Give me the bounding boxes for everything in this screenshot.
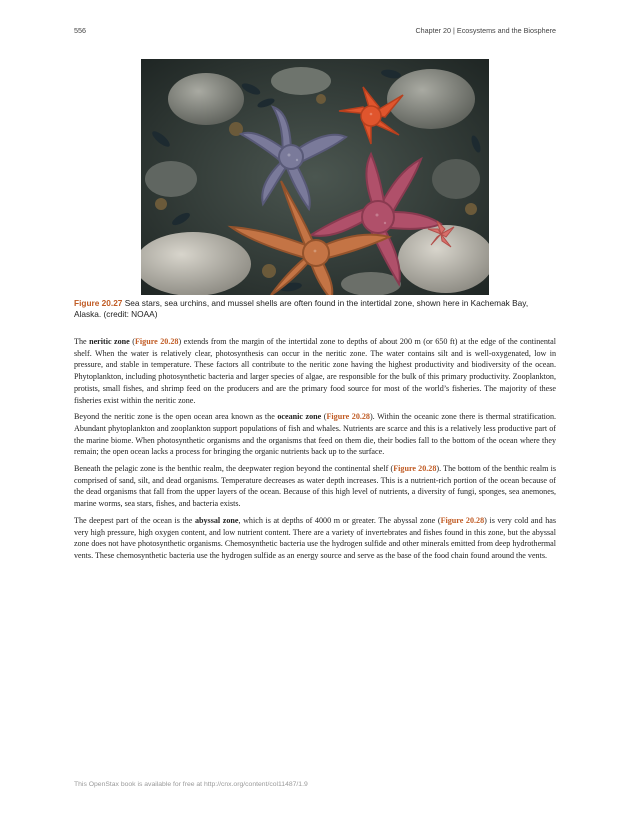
body-text — [74, 336, 556, 567]
photo-illustration — [141, 59, 489, 295]
text-run: Beyond the neritic zone is the open ocean area known as the — [74, 412, 278, 422]
text-run: ) extends from the margin of the intertidal zone to depths of about 200 m (or 650 ft) at the edge of the continental shelf. When the water is relatively clear, photosynthesis can occur in the neritic zone. The water contains silt and is well-oxygenated, low in pressure, and stable in temperature. These factors all contribute to the neritic zone having the highest productivity and biodiversity of the ocean. Phytoplankton, including photosynthetic bacteria and larger species of algae, are responsible for the bulk of this primary productivity. Zooplankton, protists, small fishes, and shrimp feed on the producers and are the primary food source for most of the world’s fisheries. The majority of these fisheries exist within the neritic zone. — [74, 337, 557, 405]
paragraph-neritic-zone — [74, 336, 556, 406]
text-run: ( — [321, 412, 327, 422]
figure-link[interactable]: Figure 20.28 — [134, 337, 179, 346]
figure-link[interactable]: Figure 20.28 — [393, 464, 437, 474]
term-abyssal-zone: abyssal zone — [194, 515, 239, 525]
running-header-chapter: Chapter 20 | Ecosystems and the Biosphere — [415, 26, 556, 35]
figure-link[interactable]: Figure 20.28 — [440, 515, 485, 525]
text-run: ). The bottom of the benthic realm is comprised of sand, silt, and dead organisms. Temperature decreases as water depth increases. This is a nutrient-rich portion of the ocean because of the dead organisms that fall from the upper layers of the ocean. Because of this high level of nutrients, a diversity of fungi, sponges, sea anemones, marine worms, sea stars, fishes, and bacteria exists. — [74, 464, 557, 509]
paragraph-abyssal-zone — [74, 515, 556, 562]
figure-caption — [74, 298, 556, 320]
paragraph-oceanic-zone — [74, 411, 556, 458]
text-run: The — [74, 337, 90, 346]
figure-link[interactable]: Figure 20.28 — [326, 412, 370, 422]
text-run: ( — [129, 337, 135, 346]
text-run: Beneath the pelagic zone is the benthic realm, the deepwater region beyond the continental shelf ( — [74, 464, 394, 474]
page-footer: This OpenStax book is available for free at http://cnx.org/content/col11487/1.9 — [74, 781, 308, 788]
figure-caption-text: Sea stars, sea urchins, and mussel shells are often found in the intertidal zone, shown here in Kachemak Bay, Alaska. (credit: NOAA) — [74, 298, 529, 319]
text-run: , which is at depths of 4000 m or greater. The abyssal zone ( — [238, 515, 441, 525]
page-number: 556 — [74, 26, 86, 35]
intertidal-sea-stars-photo — [141, 59, 489, 295]
text-run: ). Within the oceanic zone there is thermal stratification. Abundant phytoplankton and zooplankton support populations of fish and whales. Nutrients are scarce and this is a relatively less productive part of the marine biome. When photosynthetic organisms and the organisms that feed on them die, their bodies fall to the bottom of the ocean where they remain; the open ocean lacks a process for bringing the organic nutrients back up to the surface. — [74, 412, 557, 457]
term-oceanic-zone: oceanic zone — [277, 412, 322, 422]
figure-number: Figure 20.27 — [74, 298, 123, 308]
paragraph-benthic-realm — [74, 463, 556, 510]
text-run: ) is very cold and has very high pressure, high oxygen content, and low nutrient content. There are a variety of invertebrates and fishes found in this zone, but the abyssal zone does not have photosynthetic organisms. Chemosynthetic bacteria use the hydrogen sulfide and other minerals emitted from deep hydrothermal vents. These chemosynthetic bacteria use the hydrogen sulfide as an energy source and serve as the base of the food chain found around the vents. — [74, 515, 556, 560]
term-neritic-zone: neritic zone — [89, 337, 130, 346]
text-run: The deepest part of the ocean is the — [74, 515, 195, 525]
